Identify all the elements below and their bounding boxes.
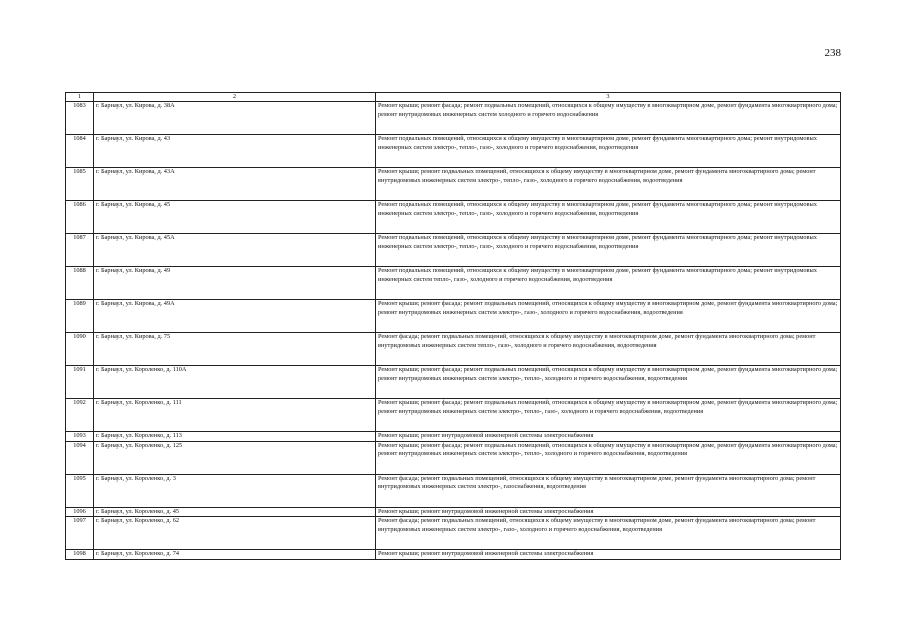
address-cell: г. Барнаул, ул. Короленко, д. 62 — [94, 517, 376, 550]
table-row — [66, 441, 841, 474]
page-number: 238 — [824, 47, 841, 59]
address-cell: г. Барнаул, ул. Кирова, д. 49А — [94, 300, 376, 333]
row-number-cell: 1083 — [66, 102, 94, 135]
row-number-cell: 1098 — [66, 550, 94, 560]
address-cell: г. Барнаул, ул. Кирова, д. 38А — [94, 102, 376, 135]
column-header-3: 3 — [376, 93, 841, 102]
works-cell: Ремонт крыши; ремонт внутридомовой инженерной системы электроснабжения — [376, 432, 841, 442]
works-cell: Ремонт фасада; ремонт подвальных помещений, относящихся к общему имуществу в многоквартирном доме, ремонт фундамента многоквартирного дома; ремонт внутридомовых инженерных систем электро-, газо-, холодного и горячего водоснабжения, водоотведения — [376, 517, 841, 550]
works-cell: Ремонт крыши; ремонт фасада; ремонт подвальных помещений, относящихся к общему имуществу в многоквартирном доме, ремонт фундамента многоквартирного дома; ремонт внутридомовых инженерных систем электро-, тепло-, холодного и горячего водоснабжения, водоотведения — [376, 366, 841, 399]
address-cell: г. Барнаул, ул. Кирова, д. 45А — [94, 234, 376, 267]
table-row — [66, 517, 841, 550]
works-cell: Ремонт крыши; ремонт внутридомовой инженерной системы электроснабжения — [376, 550, 841, 560]
row-number-cell: 1089 — [66, 300, 94, 333]
table-row — [66, 201, 841, 234]
works-cell: Ремонт крыши; ремонт внутридомовой инженерной системы электроснабжения — [376, 507, 841, 517]
row-number-cell: 1088 — [66, 267, 94, 300]
table-row — [66, 135, 841, 168]
works-cell: Ремонт фасада; ремонт подвальных помещений, относящихся к общему имуществу в многоквартирном доме, ремонт фундамента многоквартирного дома; ремонт внутридомовых инженерных систем электро-, газоснабжения, водоотведения — [376, 474, 841, 507]
works-cell: Ремонт подвальных помещений, относящихся к общему имуществу в многоквартирном доме, ремонт фундамента многоквартирного дома; ремонт внутридомовых инженерных систем электро-, тепло-, газо-, холодного и горячего водоснабжения, водоотведения — [376, 201, 841, 234]
table-body — [66, 102, 841, 560]
row-number-cell: 1094 — [66, 441, 94, 474]
works-cell: Ремонт крыши; ремонт фасада; ремонт подвальных помещений, относящихся к общему имуществу в многоквартирном доме, ремонт фундамента многоквартирного дома; ремонт внутридомовых инженерных систем электро-, тепло-, газо-, холодного и горячего водоснабжения, водоотведения — [376, 399, 841, 432]
repair-registry-table — [65, 92, 841, 560]
address-cell: г. Барнаул, ул. Короленко, д. 111 — [94, 399, 376, 432]
row-number-cell: 1086 — [66, 201, 94, 234]
address-cell: г. Барнаул, ул. Короленко, д. 110А — [94, 366, 376, 399]
address-cell: г. Барнаул, ул. Кирова, д. 45 — [94, 201, 376, 234]
works-cell: Ремонт крыши; ремонт подвальных помещений, относящихся к общему имуществу в многоквартирном доме, ремонт фундамента многоквартирного дома; ремонт внутридомовых инженерных систем электро-, тепло-, газо-, холодного и горячего водоснабжения, водоотведения — [376, 168, 841, 201]
row-number-cell: 1084 — [66, 135, 94, 168]
address-cell: г. Барнаул, ул. Короленко, д. 74 — [94, 550, 376, 560]
table-header-row — [66, 93, 841, 102]
works-cell: Ремонт фасада; ремонт подвальных помещений, относящихся к общему имуществу в многоквартирном доме, ремонт фундамента многоквартирного дома; ремонт внутридомовых инженерных систем тепло-, газо-, холодного и горячего водоснабжения, водоотведения — [376, 333, 841, 366]
table-row — [66, 432, 841, 442]
table-row — [66, 300, 841, 333]
row-number-cell: 1093 — [66, 432, 94, 442]
column-header-2: 2 — [94, 93, 376, 102]
row-number-cell: 1085 — [66, 168, 94, 201]
table-row — [66, 507, 841, 517]
address-cell: г. Барнаул, ул. Короленко, д. 125 — [94, 441, 376, 474]
address-cell: г. Барнаул, ул. Короленко, д. 45 — [94, 507, 376, 517]
table-row — [66, 366, 841, 399]
address-cell: г. Барнаул, ул. Кирова, д. 75 — [94, 333, 376, 366]
works-cell: Ремонт крыши; ремонт фасада; ремонт подвальных помещений, относящихся к общему имуществу в многоквартирном доме, ремонт фундамента многоквартирного дома; ремонт внутридомовых инженерных систем электро-, тепло-, холодного и горячего водоснабжения, водоотведения — [376, 441, 841, 474]
row-number-cell: 1092 — [66, 399, 94, 432]
table-row — [66, 168, 841, 201]
table-row — [66, 267, 841, 300]
column-header-1: 1 — [66, 93, 94, 102]
row-number-cell: 1087 — [66, 234, 94, 267]
row-number-cell: 1097 — [66, 517, 94, 550]
table-row — [66, 399, 841, 432]
address-cell: г. Барнаул, ул. Кирова, д. 43А — [94, 168, 376, 201]
table-row — [66, 333, 841, 366]
table-row — [66, 234, 841, 267]
address-cell: г. Барнаул, ул. Короленко, д. 113 — [94, 432, 376, 442]
address-cell: г. Барнаул, ул. Короленко, д. 3 — [94, 474, 376, 507]
row-number-cell: 1091 — [66, 366, 94, 399]
table-row — [66, 550, 841, 560]
works-cell: Ремонт подвальных помещений, относящихся к общему имуществу в многоквартирном доме, ремонт фундамента многоквартирного дома; ремонт внутридомовых инженерных систем электро-, тепло-, газо-, холодного и горячего водоснабжения, водоотведения — [376, 135, 841, 168]
works-cell: Ремонт крыши; ремонт фасада; ремонт подвальных помещений, относящихся к общему имуществу в многоквартирном доме, ремонт фундамента многоквартирного дома; ремонт внутридомовых инженерных систем электро-, газо-, холодного и горячего водоснабжения, водоотведения — [376, 300, 841, 333]
works-cell: Ремонт подвальных помещений, относящихся к общему имуществу в многоквартирном доме, ремонт фундамента многоквартирного дома; ремонт внутридомовых инженерных систем электро-, тепло-, газо-, холодного и горячего водоснабжения, водоотведения — [376, 234, 841, 267]
row-number-cell: 1095 — [66, 474, 94, 507]
works-cell: Ремонт крыши; ремонт фасада; ремонт подвальных помещений, относящихся к общему имуществу в многоквартирном доме, ремонт фундамента многоквартирного дома; ремонт внутридомовых инженерных систем холодного и горячего водоснабжения — [376, 102, 841, 135]
table-row — [66, 474, 841, 507]
address-cell: г. Барнаул, ул. Кирова, д. 43 — [94, 135, 376, 168]
works-cell: Ремонт подвальных помещений, относящихся к общему имуществу в многоквартирном доме, ремонт фундамента многоквартирного дома; ремонт внутридомовых инженерных систем тепло-, газо-, холодного и горячего водоснабжения, водоотведения — [376, 267, 841, 300]
address-cell: г. Барнаул, ул. Кирова, д. 49 — [94, 267, 376, 300]
row-number-cell: 1096 — [66, 507, 94, 517]
row-number-cell: 1090 — [66, 333, 94, 366]
table-row — [66, 102, 841, 135]
